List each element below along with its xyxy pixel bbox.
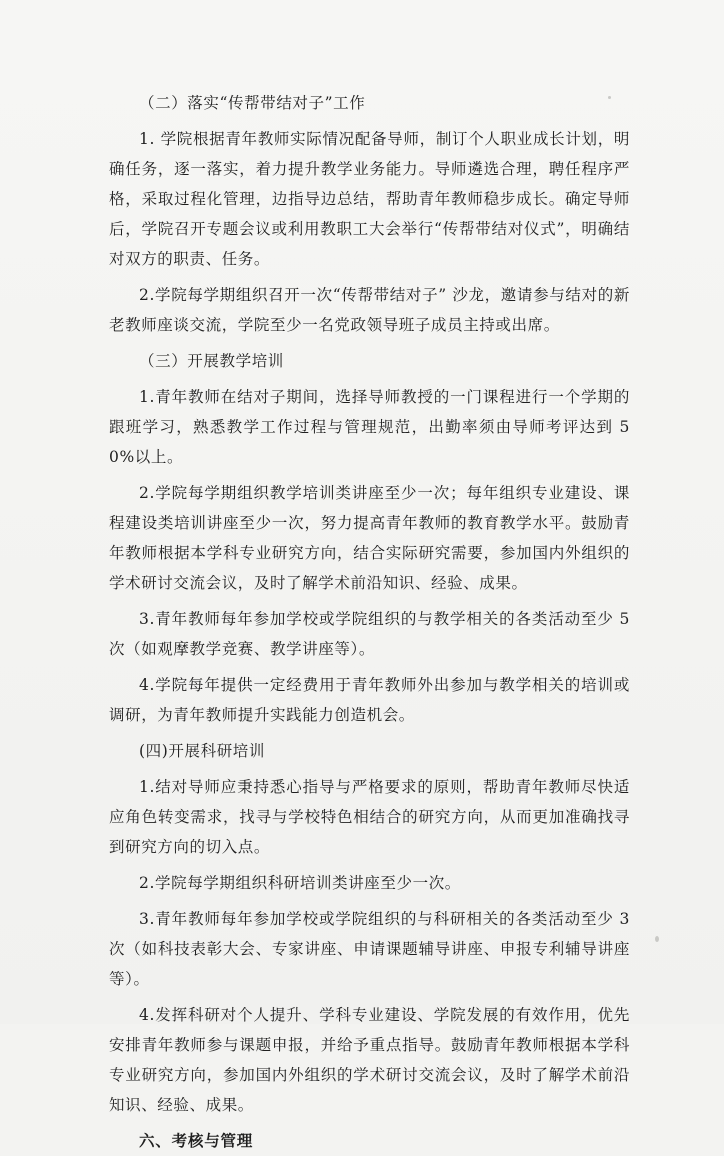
document-body (109, 88, 630, 1156)
paragraph: 2.学院每学期组织教学培训类讲座至少一次；每年组织专业建设、课程建设类培训讲座至少一次，努力提高青年教师的教育教学水平。鼓励青年教师根据本学科专业研究方向，结合实际研究需要，参加国内外组织的学术研讨交流会议，及时了解学术前沿知识、经验、成果。 (109, 484, 630, 592)
paragraph: 1. 学院根据青年教师实际情况配备导师，制订个人职业成长计划，明确任务，逐一落实，着力提升教学业务能力。导师遴选合理，聘任程序严格，采取过程化管理，边指导边总结，帮助青年教师稳步成长。确定导师后，学院召开专题会议或利用教职工大会举行“传帮带结对仪式”，明确结对双方的职责、任务。 (109, 130, 630, 268)
paragraph: 3.青年教师每年参加学校或学院组织的与教学相关的各类活动至少 5 次（如观摩教学竞赛、教学讲座等）。 (109, 610, 630, 658)
subsection-heading-2: （二）落实“传帮带结对子”工作 (139, 94, 366, 112)
subsection-heading-3: （三）开展教学培训 (139, 352, 284, 370)
paragraph: 2.学院每学期组织召开一次“传帮带结对子” 沙龙，邀请参与结对的新老教师座谈交流，学院至少一名党政领导班子成员主持或出席。 (109, 286, 630, 334)
paragraph: 1.青年教师在结对子期间，选择导师教授的一门课程进行一个学期的跟班学习，熟悉教学工作过程与管理规范，出勤率须由导师考评达到 50%以上。 (109, 388, 630, 466)
scan-speck (655, 936, 659, 942)
paragraph: 4.学院每年提供一定经费用于青年教师外出参加与教学相关的培训或调研，为青年教师提升实践能力创造机会。 (109, 676, 630, 724)
paragraph: 4.发挥科研对个人提升、学科专业建设、学院发展的有效作用，优先安排青年教师参与课题申报，并给予重点指导。鼓励青年教师根据本学科专业研究方向，参加国内外组织的学术研讨交流会议，及时了解学术前沿知识、经验、成果。 (109, 1006, 630, 1114)
subsection-heading-4: (四)开展科研培训 (139, 742, 265, 760)
section-heading: 六、考核与管理 (139, 1132, 254, 1150)
paragraph: 1.结对导师应秉持悉心指导与严格要求的原则，帮助青年教师尽快适应角色转变需求，找寻与学校特色相结合的研究方向，从而更加准确找寻到研究方向的切入点。 (109, 778, 630, 856)
paragraph: 2.学院每学期组织科研培训类讲座至少一次。 (139, 874, 461, 892)
paragraph: 3.青年教师每年参加学校或学院组织的与科研相关的各类活动至少 3 次（如科技表彰大会、专家讲座、申请课题辅导讲座、申报专利辅导讲座等）。 (109, 910, 630, 988)
